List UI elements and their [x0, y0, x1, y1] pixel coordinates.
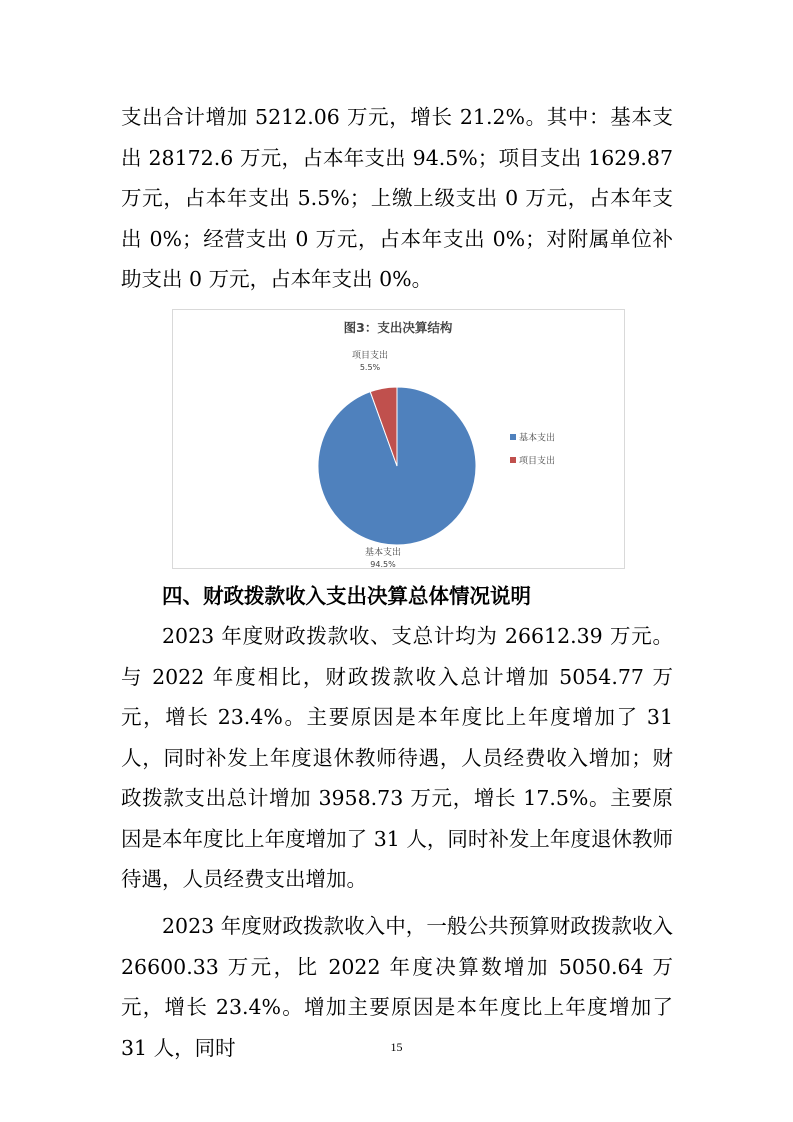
pie-chart-svg — [173, 310, 624, 568]
data-label-percent-project-expenditure: 5.5% — [359, 363, 381, 372]
legend-label-project-expenditure: 项目支出 — [519, 456, 556, 467]
chart-title: 图3：支出决算结构 — [343, 320, 453, 335]
chart-legend — [510, 432, 555, 467]
paragraph-fiscal-total: 2023 年度财政拨款收、支总计均为 26612.39 万元。与 2022 年度相比，财政拨款收入总计增加 5054.77 万元，增长 23.4%。主要原因是本年度比上年度增加了 31 人，同时补发上年度退休教师待遇，人员经费收入增加；财政拨款支出总计增加 3958.73 万元，增长 17.5%。主要原因是本年度比上年度增加了 31 人，同时补发上年度退休教师待遇，人员经费支出增加。 — [121, 624, 673, 891]
data-label-category-basic-expenditure: 基本支出 — [364, 548, 402, 558]
data-label-category-project-expenditure: 项目支出 — [351, 351, 389, 361]
legend-label-basic-expenditure: 基本支出 — [519, 433, 556, 444]
expenditure-structure-chart — [172, 309, 625, 569]
legend-swatch-basic-expenditure — [510, 434, 516, 440]
page-number: 15 — [390, 1040, 403, 1054]
data-label-percent-basic-expenditure: 94.5% — [370, 560, 396, 568]
paragraph-fiscal-income: 2023 年度财政拨款收入中，一般公共预算财政拨款收入 26600.33 万元，比 2022 年度决算数增加 5050.64 万元，增长 23.4%。增加主要原因是本年度比上年度增加了 31 人，同时 — [121, 914, 673, 1060]
paragraph-expenditure-summary: 支出合计增加 5212.06 万元，增长 21.2%。其中：基本支出 28172.6 万元，占本年支出 94.5%；项目支出 1629.87 万元，占本年支出 5.5%；上缴上级支出 0 万元，占本年支出 0%；经营支出 0 万元，占本年支出 0%；对附属单位补助支出 0 万元，占本年支出 0%。 — [121, 105, 673, 291]
section-heading: 四、财政拨款收入支出决算总体情况说明 — [162, 584, 531, 608]
legend-swatch-project-expenditure — [510, 457, 516, 463]
pie-slices — [318, 387, 476, 545]
